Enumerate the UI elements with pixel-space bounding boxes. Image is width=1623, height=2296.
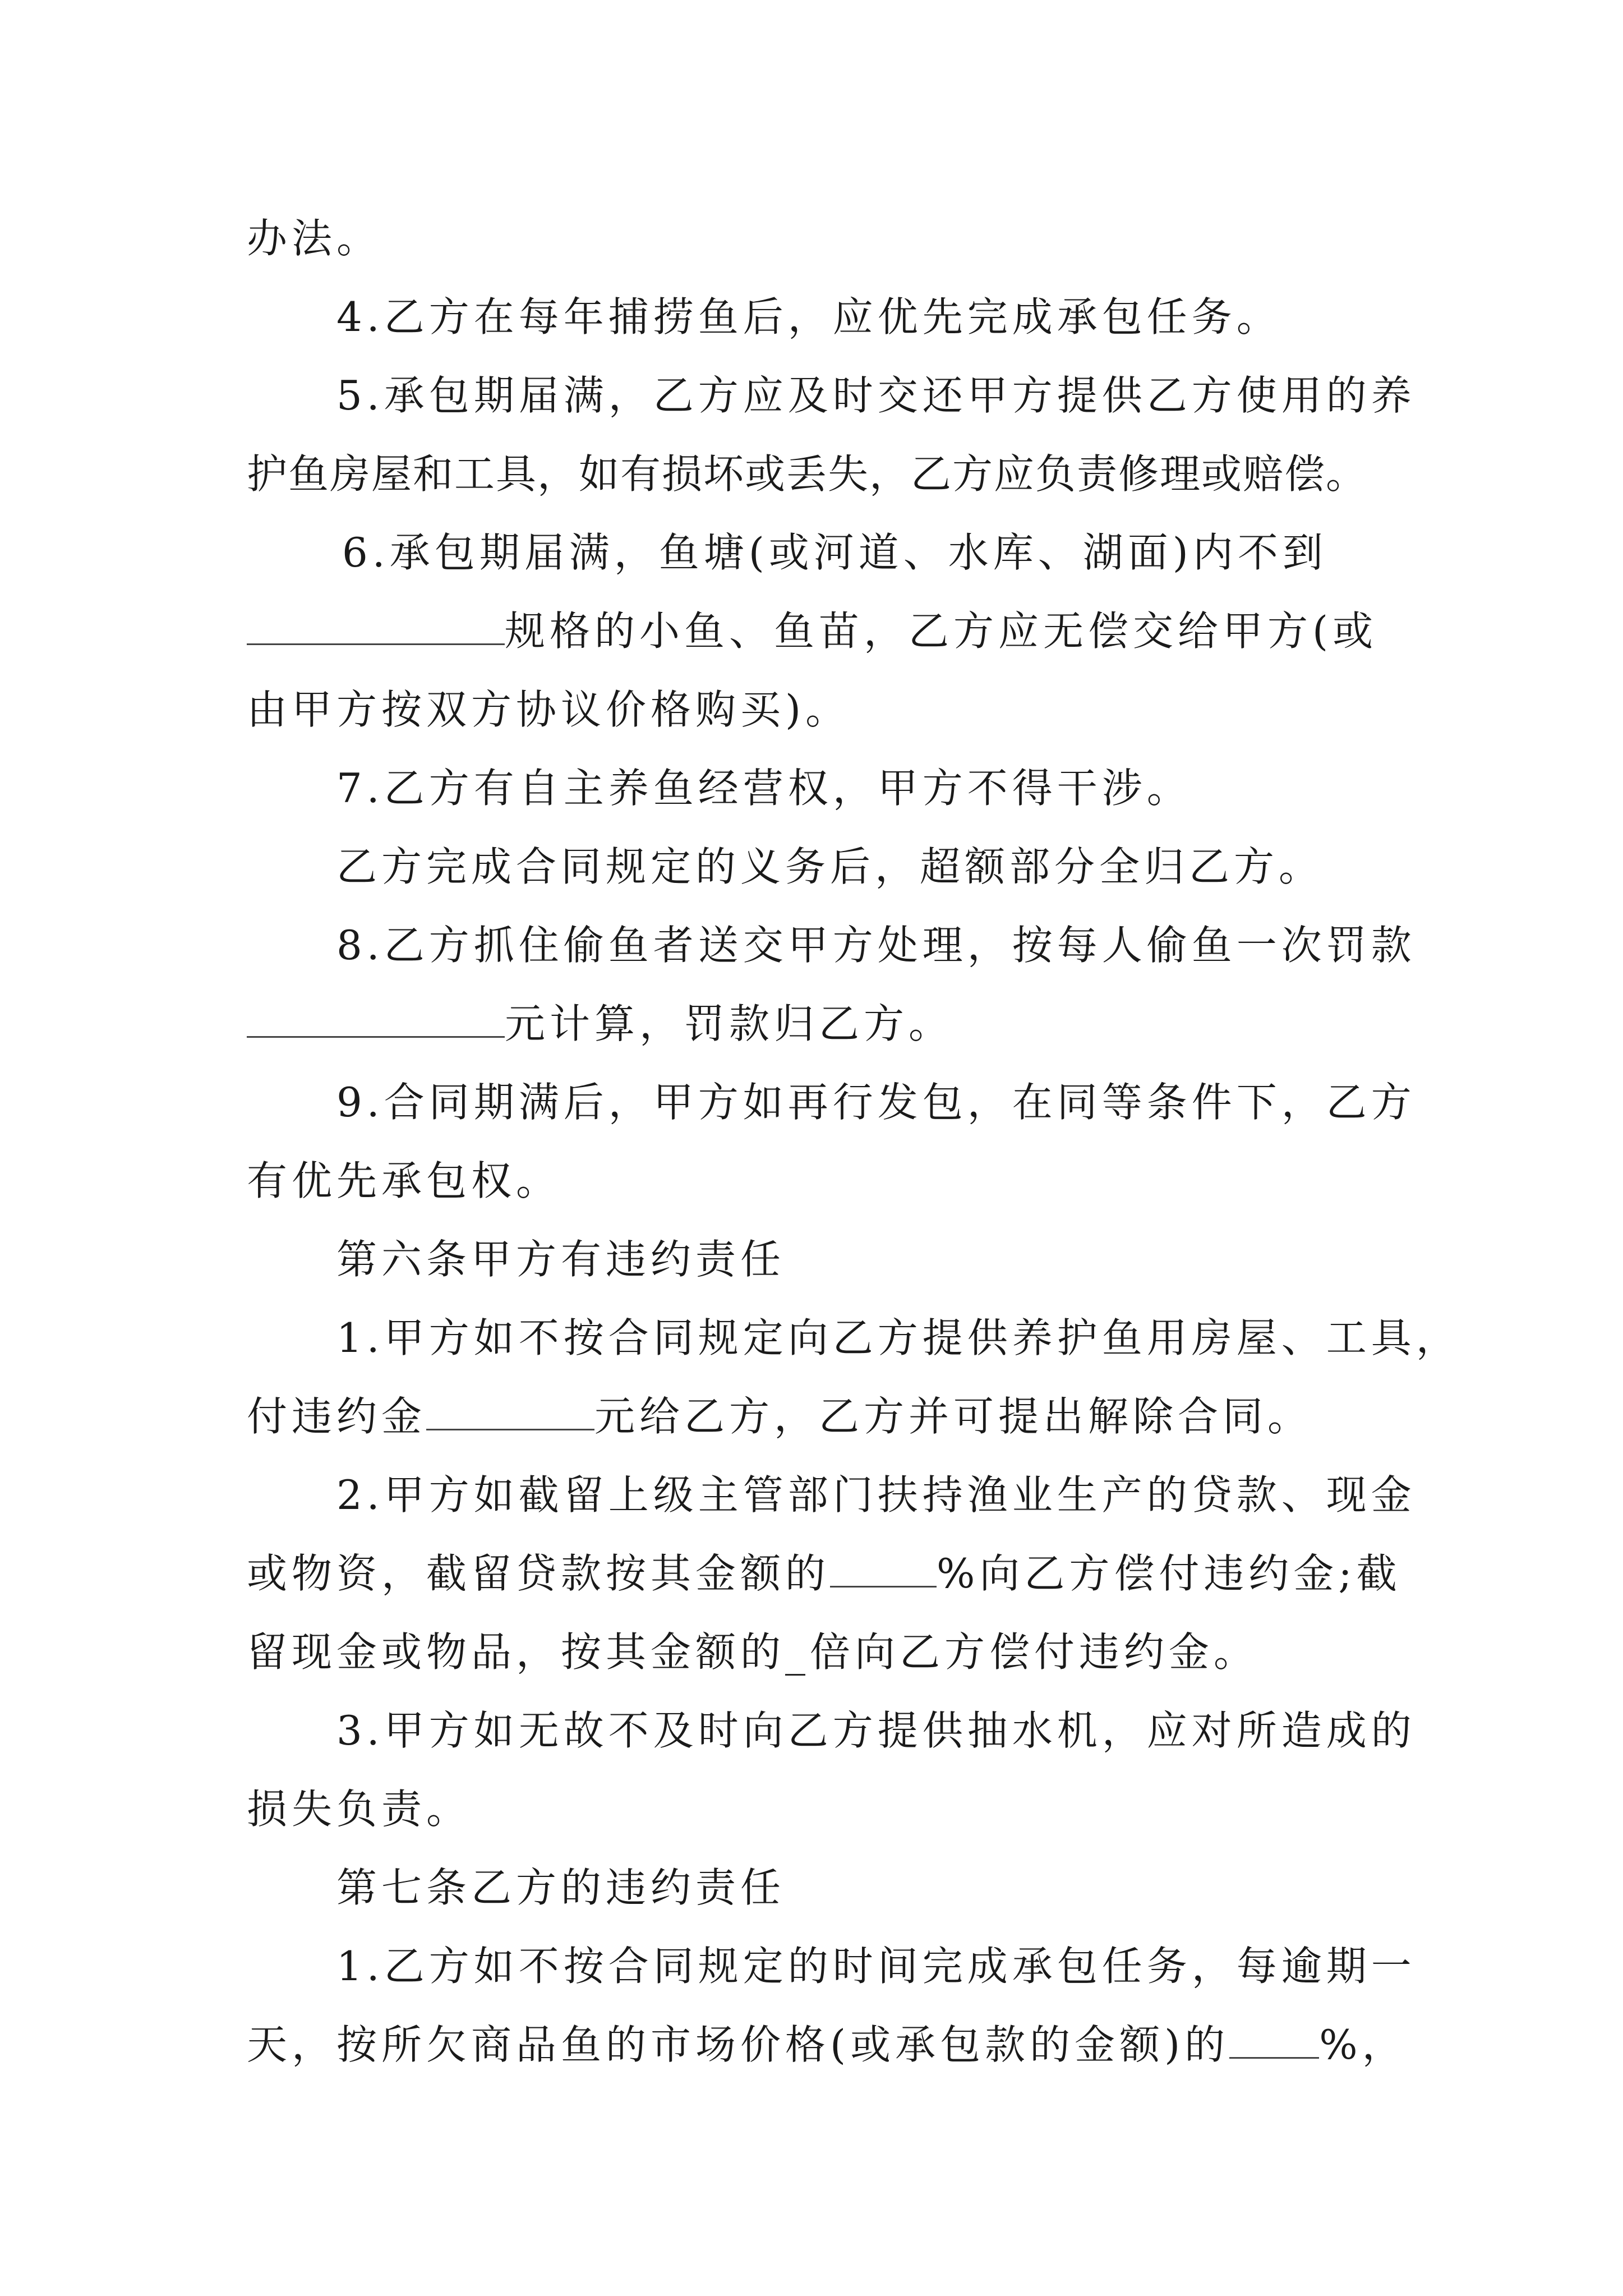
text-line-with-blank — [247, 993, 953, 1055]
text-line: 4.乙方在每年捕捞鱼后，应优先完成承包任务。 — [336, 293, 1281, 341]
text-line: 乙方完成合同规定的义务后，超额部分全归乙方。 — [336, 843, 1324, 890]
text-segment: 元给乙方，乙方并可提出解除合同。 — [594, 1393, 1313, 1440]
fill-in-blank — [426, 1387, 594, 1430]
text-line: 3.甲方如无故不及时向乙方提供抽水机，应对所造成的 — [336, 1707, 1416, 1754]
text-segment: %， — [1319, 2021, 1407, 2068]
section-heading: 第七条乙方的违约责任 — [336, 1864, 786, 1911]
text-line-with-blank — [247, 1543, 1401, 1604]
text-segment: %向乙方偿付违约金;截 — [937, 1550, 1401, 1597]
text-line: 2.甲方如截留上级主管部门扶持渔业生产的贷款、现金 — [336, 1471, 1416, 1519]
text-segment: 元计算，罚款归乙方。 — [505, 1000, 954, 1047]
text-segment: 或物资，截留贷款按其金额的 — [247, 1550, 831, 1597]
text-segment: 规格的小鱼、鱼苗，乙方应无偿交给甲方(或 — [505, 608, 1378, 655]
text-line: 6.承包期届满，鱼塘(或河道、水库、湖面)内不到 — [342, 529, 1327, 576]
text-line: 9.合同期满后，甲方如再行发包，在同等条件下，乙方 — [336, 1079, 1416, 1126]
text-segment: 付违约金 — [247, 1393, 427, 1440]
fill-in-blank — [1229, 2016, 1319, 2059]
text-segment: 天，按所欠商品鱼的市场价格(或承包款的金额)的 — [247, 2021, 1230, 2068]
text-line: 留现金或物品，按其金额的_倍向乙方偿付违约金。 — [247, 1628, 1259, 1676]
text-line: 办法。 — [247, 215, 382, 262]
text-line: 7.乙方有自主养鱼经营权，甲方不得干涉。 — [336, 765, 1192, 812]
text-line: 有优先承包权。 — [247, 1157, 561, 1204]
fill-in-blank — [247, 602, 505, 645]
text-line: 1.乙方如不按合同规定的时间完成承包任务，每逾期一 — [336, 1943, 1416, 1990]
text-line: 1.甲方如不按合同规定向乙方提供养护鱼用房屋、工具， — [336, 1314, 1461, 1361]
fill-in-blank — [247, 995, 505, 1038]
text-line: 损失负责。 — [247, 1786, 472, 1833]
text-line: 8.乙方抓住偷鱼者送交甲方处理，按每人偷鱼一次罚款 — [336, 922, 1416, 969]
text-line-with-blank — [247, 600, 1377, 662]
section-heading: 第六条甲方有违约责任 — [336, 1236, 786, 1283]
text-line-with-blank — [247, 1386, 1312, 1447]
text-line-with-blank — [247, 2014, 1407, 2076]
text-line: 护鱼房屋和工具，如有损坏或丢失，乙方应负责修理或赔偿。 — [247, 450, 1368, 498]
text-line: 5.承包期届满，乙方应及时交还甲方提供乙方使用的养 — [336, 372, 1416, 419]
fill-in-blank — [830, 1544, 937, 1588]
text-line: 由甲方按双方协议价格购买)。 — [247, 686, 851, 733]
